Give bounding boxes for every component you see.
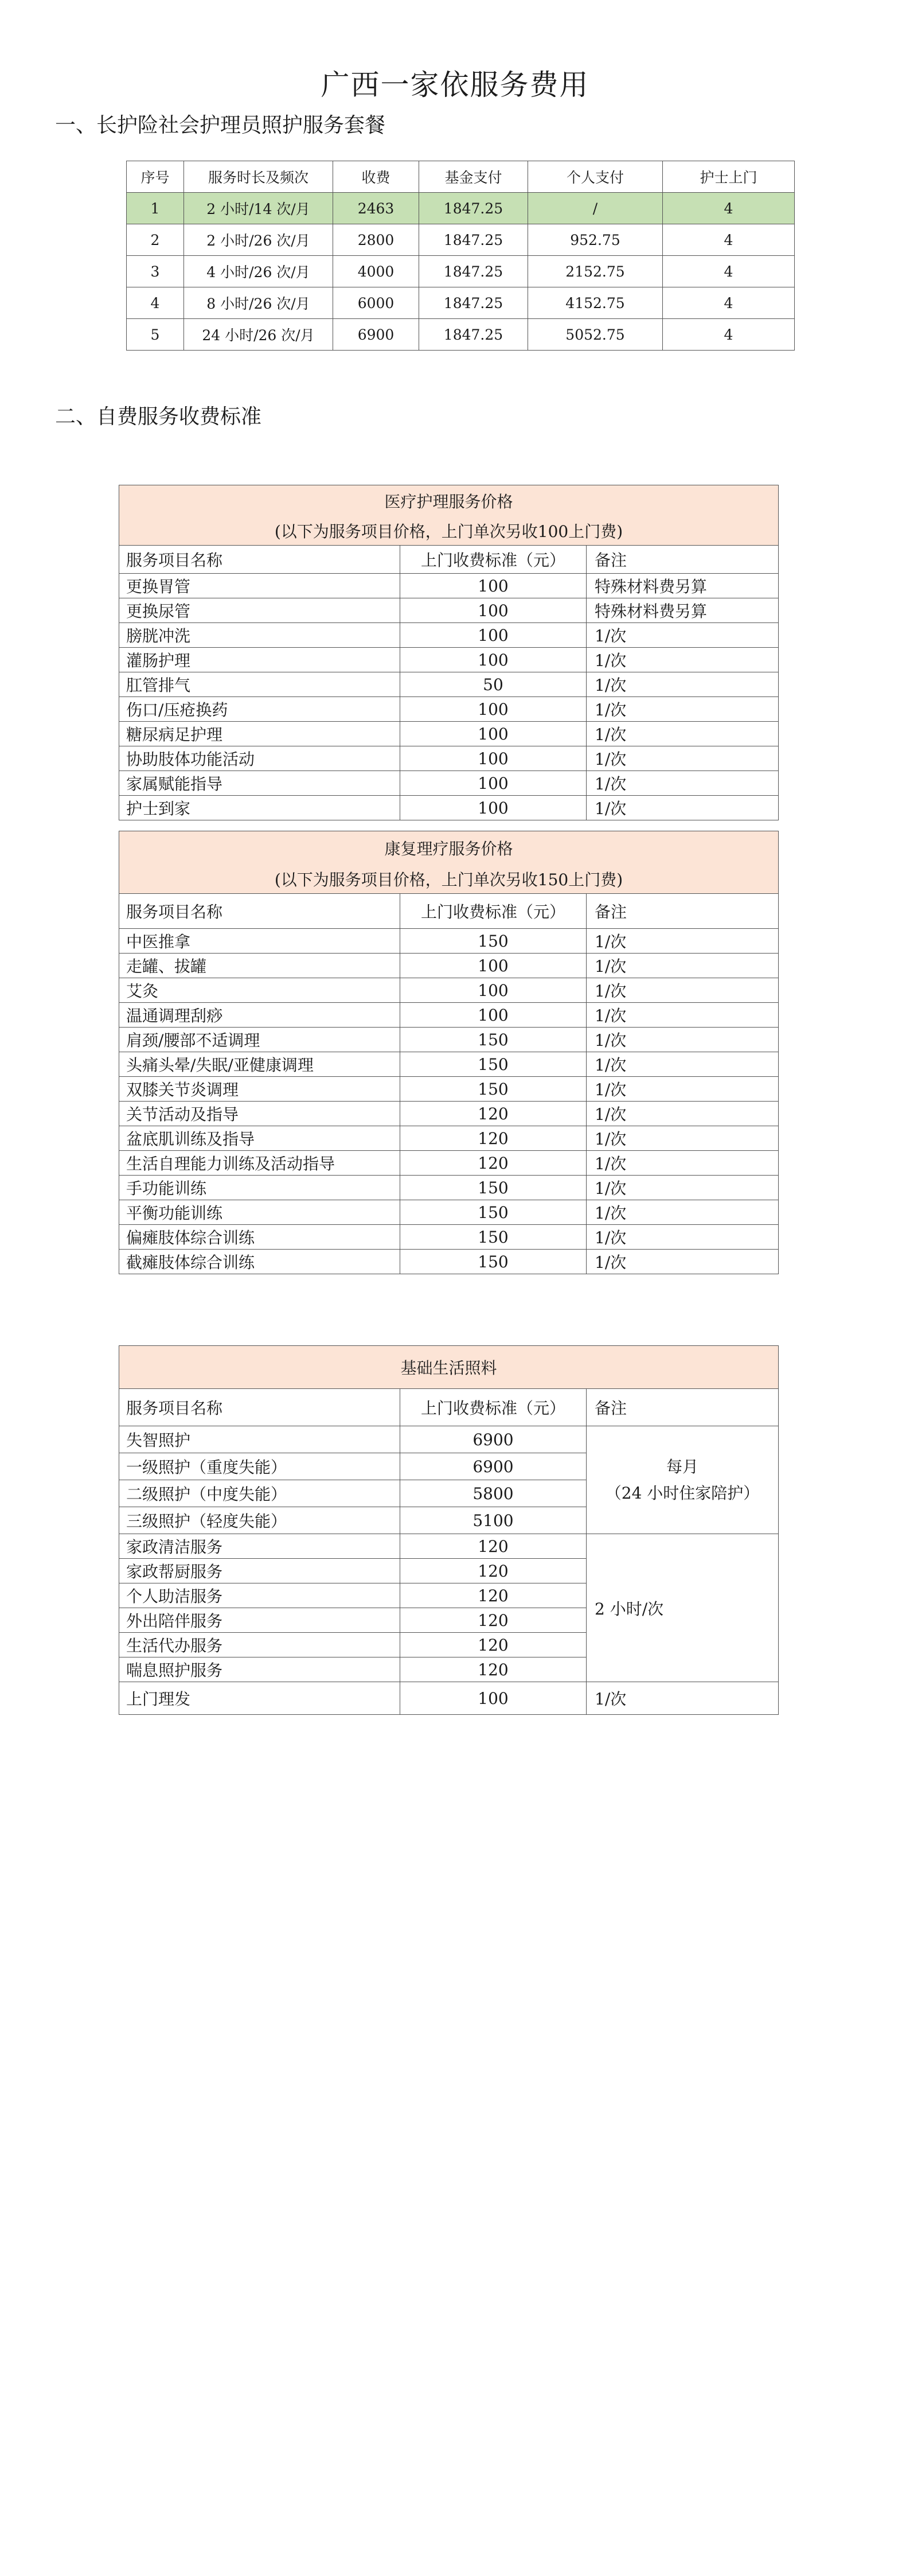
service-name: 外出陪伴服务 xyxy=(119,1608,400,1633)
table-cell: 4 xyxy=(663,319,795,351)
service-note: 1/次 xyxy=(587,954,779,978)
table-cell: 3 xyxy=(127,256,184,287)
table-row xyxy=(119,1176,779,1200)
header-cell: 基金支付 xyxy=(419,161,528,193)
table-cell: 2 小时/14 次/月 xyxy=(184,193,333,224)
table-row xyxy=(119,722,779,746)
table-cell: 24 小时/26 次/月 xyxy=(184,319,333,351)
service-name: 协助肢体功能活动 xyxy=(119,746,400,771)
service-note: 1/次 xyxy=(587,623,779,648)
service-name: 盆底肌训练及指导 xyxy=(119,1126,400,1151)
header-cell: 服务时长及频次 xyxy=(184,161,333,193)
table-row xyxy=(119,1151,779,1176)
service-note: 1/次 xyxy=(587,796,779,820)
table-row xyxy=(127,287,795,319)
service-price: 100 xyxy=(400,771,587,796)
column-header-note: 备注 xyxy=(587,894,779,929)
service-price: 100 xyxy=(400,746,587,771)
table-cell: 2152.75 xyxy=(528,256,663,287)
service-name: 走罐、拔罐 xyxy=(119,954,400,978)
table-row xyxy=(119,1052,779,1077)
service-name: 手功能训练 xyxy=(119,1176,400,1200)
service-name: 艾灸 xyxy=(119,978,400,1003)
table-row xyxy=(119,796,779,820)
service-note: 1/次 xyxy=(587,1682,779,1715)
table-cell: 4 xyxy=(663,193,795,224)
service-note: 1/次 xyxy=(587,746,779,771)
service-note: 1/次 xyxy=(587,697,779,722)
table-cell: 6000 xyxy=(333,287,419,319)
column-header-name: 服务项目名称 xyxy=(119,546,400,574)
service-price: 150 xyxy=(400,1052,587,1077)
category-subtitle: (以下为服务项目价格，上门单次另收100上门费) xyxy=(119,516,779,546)
service-name: 个人助洁服务 xyxy=(119,1583,400,1608)
service-name: 三级照护（轻度失能） xyxy=(119,1507,400,1534)
rehab-therapy-table xyxy=(119,831,779,1274)
table-row xyxy=(119,1077,779,1102)
service-price: 100 xyxy=(400,954,587,978)
column-header-row xyxy=(119,546,779,574)
service-price: 150 xyxy=(400,1028,587,1052)
table-cell: 4 小时/26 次/月 xyxy=(184,256,333,287)
service-note: 1/次 xyxy=(587,1151,779,1176)
service-price: 100 xyxy=(400,574,587,598)
basic-life-care-table xyxy=(119,1345,779,1715)
table-row xyxy=(119,771,779,796)
package-table-header-row xyxy=(127,161,795,193)
column-header-price: 上门收费标准（元） xyxy=(400,546,587,574)
table-cell: / xyxy=(528,193,663,224)
service-note: 特殊材料费另算 xyxy=(587,574,779,598)
table-row xyxy=(119,1534,779,1559)
table-cell: 5052.75 xyxy=(528,319,663,351)
service-name: 护士到家 xyxy=(119,796,400,820)
service-name: 温通调理刮痧 xyxy=(119,1003,400,1028)
table-cell: 2 小时/26 次/月 xyxy=(184,224,333,256)
service-price: 5100 xyxy=(400,1507,587,1534)
service-price: 100 xyxy=(400,697,587,722)
service-name: 家政清洁服务 xyxy=(119,1534,400,1559)
table-row xyxy=(119,978,779,1003)
service-note: 1/次 xyxy=(587,1250,779,1274)
service-name: 肛管排气 xyxy=(119,672,400,697)
service-price: 120 xyxy=(400,1583,587,1608)
table-row xyxy=(119,574,779,598)
service-price: 100 xyxy=(400,722,587,746)
table-cell: 2 xyxy=(127,224,184,256)
table-cell: 1847.25 xyxy=(419,319,528,351)
service-note: 1/次 xyxy=(587,771,779,796)
service-price: 120 xyxy=(400,1102,587,1126)
service-note: 1/次 xyxy=(587,672,779,697)
table-row xyxy=(127,193,795,224)
table-cell: 4 xyxy=(127,287,184,319)
service-price: 120 xyxy=(400,1633,587,1657)
service-name: 肩颈/腰部不适调理 xyxy=(119,1028,400,1052)
table-row xyxy=(119,598,779,623)
table-row xyxy=(119,648,779,672)
table-cell: 1847.25 xyxy=(419,193,528,224)
table-cell: 1847.25 xyxy=(419,224,528,256)
service-name: 膀胱冲洗 xyxy=(119,623,400,648)
service-note: 1/次 xyxy=(587,929,779,954)
service-price: 150 xyxy=(400,1077,587,1102)
service-note: 特殊材料费另算 xyxy=(587,598,779,623)
table-cell: 5 xyxy=(127,319,184,351)
section-heading-self-pay: 二、自费服务收费标准 xyxy=(55,405,262,429)
table-row xyxy=(119,623,779,648)
service-name: 生活自理能力训练及活动指导 xyxy=(119,1151,400,1176)
table-cell: 2463 xyxy=(333,193,419,224)
table-row xyxy=(119,1003,779,1028)
table-row xyxy=(119,1126,779,1151)
service-price: 100 xyxy=(400,648,587,672)
column-header-row xyxy=(119,894,779,929)
category-subtitle-row xyxy=(119,516,779,546)
service-name: 截瘫肢体综合训练 xyxy=(119,1250,400,1274)
service-price: 100 xyxy=(400,623,587,648)
table-cell: 1847.25 xyxy=(419,287,528,319)
service-price: 150 xyxy=(400,1176,587,1200)
medical-nursing-table xyxy=(119,485,779,820)
service-note: 1/次 xyxy=(587,648,779,672)
service-name: 失智照护 xyxy=(119,1426,400,1453)
monthly-care-note-line1: 每月 xyxy=(666,1457,699,1476)
service-price: 150 xyxy=(400,1200,587,1225)
service-price: 100 xyxy=(400,1003,587,1028)
section-heading-package: 一、长护险社会护理员照护服务套餐 xyxy=(55,114,386,137)
service-price: 120 xyxy=(400,1559,587,1583)
service-name: 更换尿管 xyxy=(119,598,400,623)
table-cell: 6900 xyxy=(333,319,419,351)
table-row xyxy=(127,256,795,287)
table-cell: 4 xyxy=(663,256,795,287)
service-note: 1/次 xyxy=(587,1225,779,1250)
service-note: 1/次 xyxy=(587,1077,779,1102)
column-header-row xyxy=(119,1389,779,1426)
service-name: 家政帮厨服务 xyxy=(119,1559,400,1583)
table-row xyxy=(119,1682,779,1715)
service-name: 二级照护（中度失能） xyxy=(119,1480,400,1507)
service-name: 家属赋能指导 xyxy=(119,771,400,796)
service-note: 1/次 xyxy=(587,1003,779,1028)
category-title-row xyxy=(119,485,779,517)
column-header-note: 备注 xyxy=(587,1389,779,1426)
table-row xyxy=(119,697,779,722)
service-name: 喘息照护服务 xyxy=(119,1657,400,1682)
table-cell: 952.75 xyxy=(528,224,663,256)
service-price: 6900 xyxy=(400,1426,587,1453)
table-row xyxy=(119,1200,779,1225)
header-cell: 序号 xyxy=(127,161,184,193)
table-cell: 1 xyxy=(127,193,184,224)
service-price: 150 xyxy=(400,929,587,954)
table-row xyxy=(127,224,795,256)
service-name: 伤口/压疮换药 xyxy=(119,697,400,722)
service-price: 100 xyxy=(400,1682,587,1715)
service-note: 1/次 xyxy=(587,1176,779,1200)
hourly-service-note: 2 小时/次 xyxy=(587,1534,779,1682)
column-header-price: 上门收费标准（元） xyxy=(400,1389,587,1426)
monthly-care-note xyxy=(587,1426,779,1534)
service-price: 100 xyxy=(400,978,587,1003)
table-row xyxy=(119,954,779,978)
service-price: 120 xyxy=(400,1608,587,1633)
service-note: 1/次 xyxy=(587,1126,779,1151)
service-price: 6900 xyxy=(400,1453,587,1480)
package-table xyxy=(126,161,795,351)
header-cell: 收费 xyxy=(333,161,419,193)
table-row xyxy=(127,319,795,351)
category-title: 医疗护理服务价格 xyxy=(119,485,779,517)
category-subtitle-row xyxy=(119,865,779,894)
table-row xyxy=(119,1028,779,1052)
table-cell: 1847.25 xyxy=(419,256,528,287)
table-cell: 4152.75 xyxy=(528,287,663,319)
table-cell: 2800 xyxy=(333,224,419,256)
table-row xyxy=(119,1426,779,1453)
service-name: 偏瘫肢体综合训练 xyxy=(119,1225,400,1250)
table-row xyxy=(119,672,779,697)
monthly-care-note-line2: （24 小时住家陪护） xyxy=(605,1483,760,1503)
service-name: 平衡功能训练 xyxy=(119,1200,400,1225)
service-note: 1/次 xyxy=(587,1052,779,1077)
page-title: 广西一家依服务费用 xyxy=(321,68,589,102)
service-price: 50 xyxy=(400,672,587,697)
service-note: 1/次 xyxy=(587,1102,779,1126)
column-header-name: 服务项目名称 xyxy=(119,894,400,929)
service-name: 灌肠护理 xyxy=(119,648,400,672)
service-note: 1/次 xyxy=(587,1028,779,1052)
service-name: 双膝关节炎调理 xyxy=(119,1077,400,1102)
service-note: 1/次 xyxy=(587,722,779,746)
table-row xyxy=(119,929,779,954)
category-title-row xyxy=(119,831,779,865)
service-note: 1/次 xyxy=(587,978,779,1003)
category-subtitle: (以下为服务项目价格，上门单次另收150上门费) xyxy=(119,865,779,894)
service-name: 关节活动及指导 xyxy=(119,1102,400,1126)
column-header-price: 上门收费标准（元） xyxy=(400,894,587,929)
table-row xyxy=(119,1102,779,1126)
category-title: 基础生活照料 xyxy=(119,1346,779,1389)
service-name: 一级照护（重度失能） xyxy=(119,1453,400,1480)
table-cell: 4 xyxy=(663,224,795,256)
category-title-row xyxy=(119,1346,779,1389)
service-price: 120 xyxy=(400,1534,587,1559)
category-title: 康复理疗服务价格 xyxy=(119,831,779,865)
service-note: 1/次 xyxy=(587,1200,779,1225)
header-cell: 护士上门 xyxy=(663,161,795,193)
header-cell: 个人支付 xyxy=(528,161,663,193)
service-name: 糖尿病足护理 xyxy=(119,722,400,746)
table-cell: 4000 xyxy=(333,256,419,287)
service-name: 中医推拿 xyxy=(119,929,400,954)
service-name: 上门理发 xyxy=(119,1682,400,1715)
service-price: 120 xyxy=(400,1657,587,1682)
service-name: 生活代办服务 xyxy=(119,1633,400,1657)
service-price: 100 xyxy=(400,796,587,820)
service-price: 150 xyxy=(400,1250,587,1274)
service-name: 更换胃管 xyxy=(119,574,400,598)
column-header-note: 备注 xyxy=(587,546,779,574)
service-price: 5800 xyxy=(400,1480,587,1507)
service-price: 120 xyxy=(400,1151,587,1176)
service-price: 120 xyxy=(400,1126,587,1151)
service-price: 150 xyxy=(400,1225,587,1250)
table-row xyxy=(119,1250,779,1274)
table-cell: 4 xyxy=(663,287,795,319)
column-header-name: 服务项目名称 xyxy=(119,1389,400,1426)
table-cell: 8 小时/26 次/月 xyxy=(184,287,333,319)
table-row xyxy=(119,746,779,771)
service-name: 头痛头晕/失眠/亚健康调理 xyxy=(119,1052,400,1077)
service-price: 100 xyxy=(400,598,587,623)
table-row xyxy=(119,1225,779,1250)
